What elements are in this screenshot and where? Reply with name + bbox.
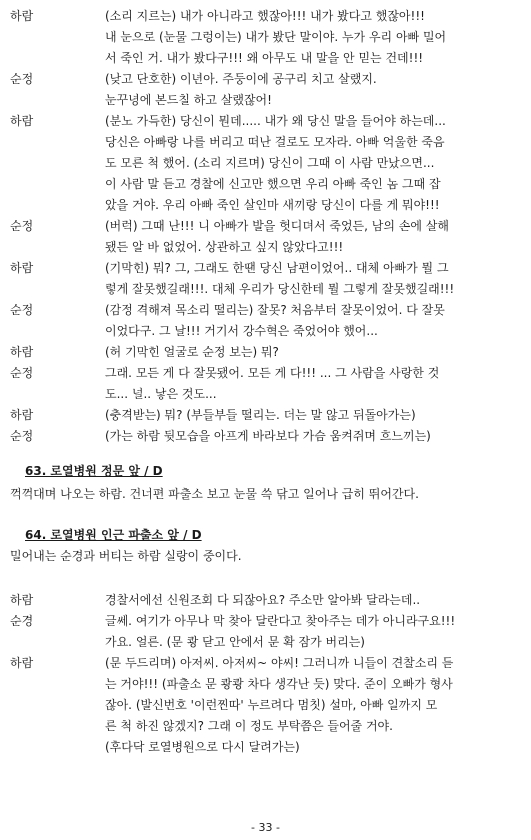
speaker-name: 하람 <box>10 9 34 23</box>
dialogue-text: (후다닥 로열병원으로 다시 달려가는) <box>105 740 300 754</box>
dialogue-text: 았을 거야. 우리 아빠 죽인 살인마 새끼랑 당신이 다를 게 뭐야!!! <box>105 198 440 212</box>
dialogue-text: (감정 격해져 목소리 떨리는) 잘못? 처음부터 잘못이었어. 다 잘못 <box>105 303 445 317</box>
dialogue-text: (기막힌) 뭐? 그, 그래도 한땐 당신 남편이었어.. 대체 아빠가 뭘 그 <box>105 261 449 275</box>
speaker-name: 하람 <box>10 261 34 275</box>
dialogue-text: 도 모른 척 했어. (소리 지르며) 당신이 그때 이 사람 만났으면... <box>105 156 435 170</box>
scene-action-64: 밀어내는 순경과 버티는 하람 실랑이 중이다. <box>10 549 242 563</box>
speaker-name: 순정 <box>10 429 34 443</box>
speaker-name: 하람 <box>10 345 34 359</box>
speaker-name: 순정 <box>10 219 34 233</box>
dialogue-text: (문 두드리며) 아저씨. 아저씨~ 야씨! 그러니까 니들이 견찰소리 듣 <box>105 656 454 670</box>
dialogue-text: (낮고 단호한) 이년아. 주둥이에 공구리 치고 살랬지. <box>105 72 377 86</box>
dialogue-text: (소리 지르는) 내가 아니라고 했잖아!!! 내가 봤다고 했잖아!!! <box>105 9 425 23</box>
dialogue-text: 도... 널.. 낳은 것도... <box>105 387 217 401</box>
speaker-name: 순정 <box>10 72 34 86</box>
dialogue-text: 이 사람 말 듣고 경찰에 신고만 했으면 우리 아빠 죽인 놈 그때 잡 <box>105 177 441 191</box>
dialogue-text: 가요. 얼른. (문 쾅 닫고 안에서 문 확 잠가 버리는) <box>105 635 365 649</box>
dialogue-text: 렇게 잘못했길래!!!. 대체 우리가 당신한테 뭘 그렇게 잘못했길래!!! <box>105 282 455 296</box>
dialogue-text: 눈꾸녕에 본드칠 하고 살랬잖어! <box>105 93 272 107</box>
speaker-name: 하람 <box>10 656 34 670</box>
dialogue-text: (허 기막힌 얼굴로 순정 보는) 뭐? <box>105 345 279 359</box>
dialogue-text: 잖아. (발신번호 '이런찐따' 누르려다 멈칫) 설마, 아빠 일까지 모 <box>105 698 438 712</box>
scene-heading-63: 63. 로열병원 정문 앞 / D <box>25 464 163 478</box>
speaker-name: 하람 <box>10 593 34 607</box>
dialogue-text: 글쎄. 여기가 아무나 막 찾아 달란다고 찾아주는 데가 아니라구요!!! <box>105 614 456 628</box>
dialogue-text: (가는 하람 뒷모습을 아프게 바라보다 가슴 움켜쥐며 흐느끼는) <box>105 429 431 443</box>
dialogue-text: 당신은 아빠랑 나를 버리고 떠난 걸로도 모자라. 아빠 억울한 죽음 <box>105 135 445 149</box>
dialogue-text: (분노 가득한) 당신이 뭔데..... 내가 왜 당신 말을 들어야 하는데... <box>105 114 446 128</box>
scene-heading-64: 64. 로열병원 인근 파출소 앞 / D <box>25 528 202 542</box>
speaker-name: 하람 <box>10 408 34 422</box>
dialogue-text: 이었다구. 그 날!!! 거기서 강수혁은 죽었어야 했어... <box>105 324 378 338</box>
dialogue-text: 경찰서에선 신원조회 다 되잖아요? 주소만 알아봐 달라는데.. <box>105 593 421 607</box>
dialogue-text: 서 죽인 거. 내가 봤다구!!! 왜 아무도 내 말을 안 믿는 건데!!! <box>105 51 424 65</box>
speaker-name: 순정 <box>10 366 34 380</box>
dialogue-text: 됐든 알 바 없었어. 상관하고 싶지 않았다고!!! <box>105 240 344 254</box>
speaker-name: 순경 <box>10 614 34 628</box>
dialogue-text: 른 척 하진 않겠지? 그래 이 정도 부탁쯤은 들어줄 거야. <box>105 719 393 733</box>
scene-action-63: 꺽꺽대며 나오는 하람. 건너편 파출소 보고 눈물 쓱 닦고 일어나 급히 뛰어간다. <box>10 487 419 501</box>
dialogue-text: 내 눈으로 (눈물 그렁이는) 내가 봤단 말이야. 누가 우리 아빠 밀어 <box>105 30 447 44</box>
page-number: - 33 - <box>251 821 280 834</box>
speaker-name: 하람 <box>10 114 34 128</box>
speaker-name: 순정 <box>10 303 34 317</box>
dialogue-text: 그래. 모든 게 다 잘못됐어. 모든 게 다!!! ... 그 사람을 사랑한 것 <box>105 366 440 380</box>
dialogue-text: (충격받는) 뭐? (부들부들 떨리는. 더는 말 않고 뒤돌아가는) <box>105 408 416 422</box>
dialogue-text: (버럭) 그때 난!!! 니 아빠가 발을 헛디뎌서 죽었든, 남의 손에 살해 <box>105 219 449 233</box>
dialogue-text: 는 거야!!! (파출소 문 쾅쾅 차다 생각난 듯) 맞다. 준이 오빠가 형사 <box>105 677 453 691</box>
